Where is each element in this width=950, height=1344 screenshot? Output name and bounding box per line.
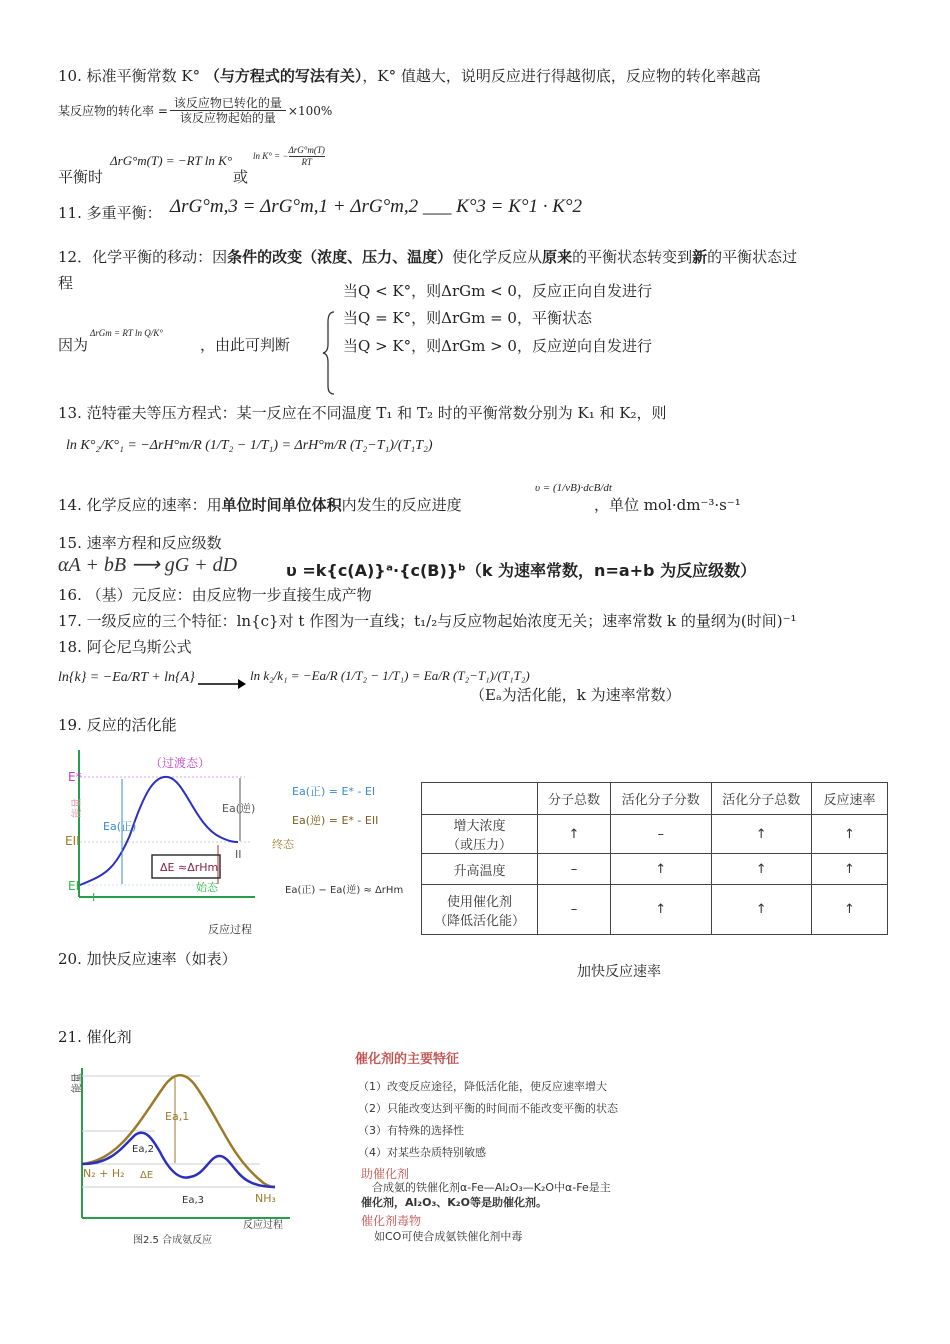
lnK-den: RT — [301, 156, 312, 167]
case-eq: 当Q = K°，则ΔrGm = 0，平衡状态 — [343, 309, 592, 327]
td: ↑ — [711, 885, 812, 935]
rate-equation: υ =k{c(A)}ᵃ·{c(B)}ᵇ（k 为速率常数，n=a+b 为反应级数） — [286, 561, 757, 580]
t: 的平衡状态过 — [707, 248, 798, 266]
th: 活化分子分数 — [611, 783, 712, 815]
table-row — [422, 885, 888, 935]
promoter-text: 合成氨的铁催化剂α-Fe—Al₂O₃—K₂O中α-Fe是主 — [372, 1181, 611, 1194]
state-I: I — [92, 891, 96, 904]
td: 升高温度 — [422, 854, 538, 885]
ea1-label: Ea,1 — [165, 1110, 190, 1123]
t: 新 — [692, 248, 708, 266]
delta-e-label: ΔE — [140, 1170, 154, 1181]
s11-label: 11. 多重平衡： — [58, 204, 162, 222]
state-II: II — [235, 848, 242, 861]
x-axis-label: 反应过程 — [243, 1220, 283, 1231]
td: – — [538, 885, 611, 935]
s17-text: 17. 一级反应的三个特征：ln{c}对 t 作图为一直线；t₁/₂与反应物起始浓度无关；速率常数 k 的量纲为(时间)⁻¹ — [58, 612, 797, 630]
y-axis-label: 能量 — [72, 798, 83, 818]
catalyst-features-title: 催化剂的主要特征 — [355, 1052, 460, 1067]
table-row — [422, 815, 888, 854]
td: – — [538, 854, 611, 885]
ei-label: EI — [68, 879, 80, 893]
td: ↑ — [812, 854, 888, 885]
rate-unit: ，单位 mol·dm⁻³·s⁻¹ — [594, 496, 741, 514]
th: 反应速率 — [812, 783, 888, 815]
feature-item: （3）有特殊的选择性 — [358, 1124, 464, 1137]
conv-right: ×100% — [287, 103, 333, 118]
td: ↑ — [812, 815, 888, 854]
s16-text: 16. （基）元反应：由反应物一步直接生成产物 — [58, 586, 372, 604]
eq-label: 平衡时 — [58, 168, 104, 186]
x-axis-label: 反应过程 — [208, 923, 252, 936]
rate-def-formula: υ = (1/νB)·dcB/dt — [535, 482, 612, 494]
s20-text: 20. 加快反应速率（如表） — [58, 950, 237, 968]
delta-e-label: ΔE ≈ΔrHm — [160, 861, 219, 874]
judge: ，由此可判断 — [200, 336, 291, 354]
s19-label: 19. 反应的活化能 — [58, 716, 177, 734]
initial-state-label: 始态 — [196, 881, 218, 894]
th — [422, 783, 538, 815]
multi-equilibrium-formula: ΔrG°m,3 = ΔrG°m,1 + ΔrG°m,2 ___ K°3 = K°1 · K°2 — [170, 196, 583, 217]
reaction-equation: αA + bB ⟶ gG + dD — [58, 554, 238, 576]
conv-num: 该反应物已转化的量 — [170, 96, 286, 111]
eii-label: EII — [65, 834, 80, 848]
td: 使用催化剂 （降低活化能） — [422, 885, 538, 935]
ea-difference-eq: Ea(正) − Ea(逆) ≈ ΔrHm — [285, 885, 404, 896]
t: 条件的改变（浓度、压力、温度） — [227, 248, 453, 266]
t: 内发生的反应进度 — [341, 496, 462, 514]
s14-line — [58, 496, 462, 514]
poison-text: 如CO可使合成氨铁催化剂中毒 — [374, 1230, 523, 1243]
dG-formula: ΔrGm = RT ln Q/K° — [90, 328, 163, 338]
estar-label: E* — [68, 770, 82, 784]
td: ↑ — [611, 885, 712, 935]
th: 分子总数 — [538, 783, 611, 815]
t: 的平衡状态转变到 — [572, 248, 693, 266]
poison-title: 催化剂毒物 — [361, 1214, 422, 1228]
case-gt: 当Q > K°，则ΔrGm > 0，反应逆向自发进行 — [343, 337, 652, 355]
s12-line — [58, 248, 797, 266]
feature-item: （2）只能改变达到平衡的时间而不能改变平衡的状态 — [358, 1102, 618, 1115]
final-state-label: 终态 — [272, 838, 294, 851]
ea-forward-label: Ea(正) — [103, 820, 137, 833]
table-caption: 加快反应速率 — [577, 964, 661, 980]
transition-label: （过渡态） — [150, 756, 211, 770]
td: ↑ — [711, 815, 812, 854]
td: – — [611, 815, 712, 854]
arrhenius-formula: ln{k} = −Ea/RT + ln{A} — [58, 670, 195, 685]
because: 因为 — [58, 336, 89, 354]
lnK-formula — [253, 145, 325, 168]
ea3-label: Ea,3 — [182, 1195, 204, 1206]
ea-reverse-label: Ea(逆) — [222, 802, 256, 815]
conv-den: 该反应物起始的量 — [179, 111, 276, 126]
activation-energy-diagram — [60, 745, 420, 940]
rate-factors-table — [421, 782, 888, 935]
s12-cont: 程 — [58, 274, 74, 292]
td: 增大浓度 （或压力） — [422, 815, 538, 854]
vant-hoff-formula: ln K°₂/K°₁ = −ΔrH°m/R (1/T₂ − 1/T₁) = ΔrH°m/R (T₂−T₁)/(T₁T₂) — [66, 438, 433, 453]
td: ↑ — [812, 885, 888, 935]
catalyst-diagram — [60, 1060, 300, 1250]
s18-note: （Eₐ为活化能，k 为速率常数） — [470, 686, 681, 704]
s10-text: 10. 标准平衡常数 K° — [58, 67, 201, 85]
t: 12．化学平衡的移动：因 — [58, 248, 228, 266]
promoter-title: 助催化剂 — [361, 1167, 410, 1181]
section-10-line — [58, 67, 761, 85]
table-header-row — [422, 783, 888, 815]
product-label: NH₃ — [255, 1192, 276, 1205]
arrhenius-two-temp-formula: ln k₂/k₁ = −Ea/R (1/T₂ − 1/T₁) = Ea/R (T₂−T₁)/(T₁T₂) — [250, 668, 530, 683]
td: ↑ — [711, 854, 812, 885]
case-lt: 当Q < K°，则ΔrGm < 0，反应正向自发进行 — [343, 282, 652, 300]
th: 活化分子总数 — [711, 783, 812, 815]
s15-label: 15. 速率方程和反应级数 — [58, 534, 222, 552]
s10-text2: ，K° 值越大，说明反应进行得越彻底，反应物的转化率越高 — [362, 67, 761, 85]
t: 使化学反应从 — [452, 248, 543, 266]
figure-caption: 图2.5 合成氨反应 — [133, 1235, 213, 1246]
td: ↑ — [611, 854, 712, 885]
arrow-icon — [198, 678, 248, 690]
or-text: 或 — [233, 168, 249, 186]
table-row — [422, 854, 888, 885]
lnK-num: ΔrG°m(T) — [288, 145, 325, 155]
lnK-left: ln K° = − — [253, 150, 289, 161]
ea-reverse-eq: Ea(逆) = E* - EII — [292, 814, 379, 827]
ea2-label: Ea,2 — [132, 1144, 154, 1155]
s10-bold: （与方程式的写法有关） — [204, 67, 363, 85]
brace-icon — [322, 310, 338, 396]
td: ↑ — [538, 815, 611, 854]
s13-text: 13. 范特霍夫等压方程式：某一反应在不同温度 T₁ 和 T₂ 时的平衡常数分别为 K₁ 和 K₂，则 — [58, 404, 667, 422]
y-axis-label: 能量 — [72, 1073, 83, 1093]
conv-left: 某反应物的转化率 = — [58, 103, 168, 118]
gibbs-formula: ΔrG°m(T) = −RT ln K° — [110, 153, 233, 168]
feature-item: （4）对某些杂质特别敏感 — [358, 1146, 486, 1159]
feature-item: （1）改变反应途径，降低活化能，使反应速率增大 — [358, 1080, 607, 1093]
s18-label: 18. 阿仑尼乌斯公式 — [58, 638, 192, 656]
t: 单位时间单位体积 — [221, 496, 342, 514]
t: 14. 化学反应的速率：用 — [58, 496, 222, 514]
reactants-label: N₂ + H₂ — [83, 1167, 125, 1180]
ea-forward-eq: Ea(正) = E* - EI — [292, 785, 376, 798]
s21-label: 21. 催化剂 — [58, 1028, 132, 1046]
t: 原来 — [542, 248, 573, 266]
conversion-formula — [58, 96, 332, 126]
promoter-text-2: 催化剂，Al₂O₃、K₂O等是助催化剂。 — [361, 1196, 547, 1209]
